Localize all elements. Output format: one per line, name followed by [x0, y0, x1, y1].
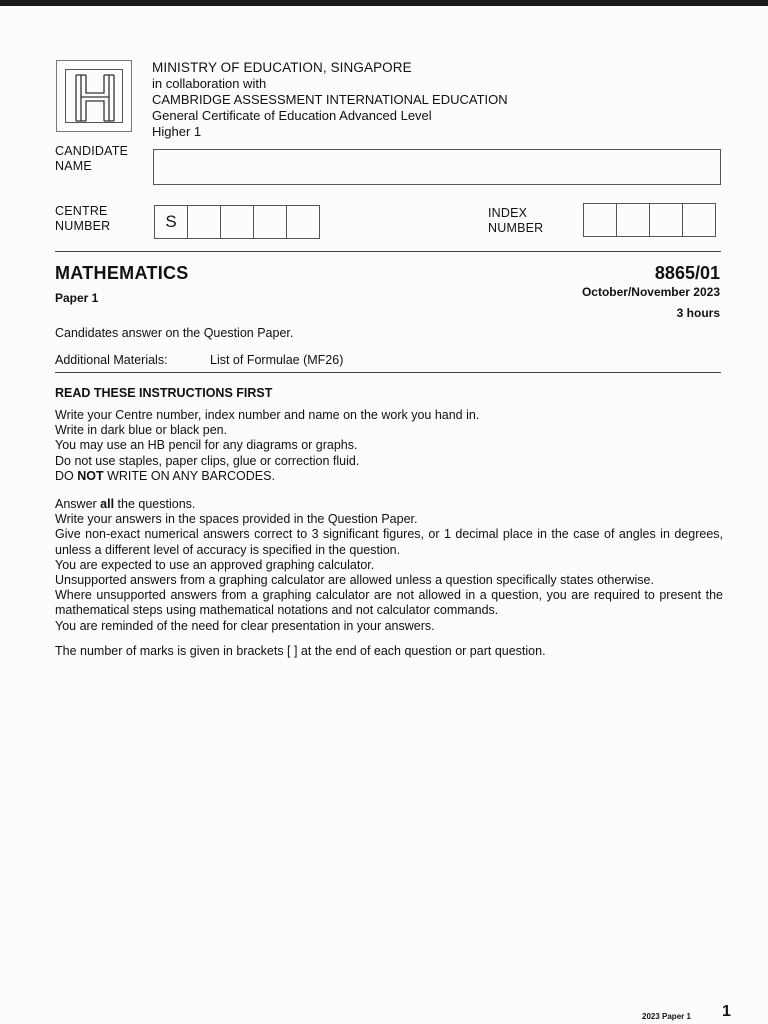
candidate-label-line1: CANDIDATE — [55, 144, 129, 158]
certificate-line: General Certificate of Education Advanced Level — [152, 108, 432, 123]
centre-digit-box[interactable] — [253, 205, 287, 239]
instruction-line: You are expected to use an approved graphing calculator. — [55, 557, 375, 572]
divider — [55, 251, 721, 252]
exam-board-header — [152, 60, 508, 140]
index-digit-box[interactable] — [649, 203, 683, 237]
index-label-line1: INDEX — [488, 206, 528, 220]
centre-digit-box[interactable] — [220, 205, 254, 239]
instructions-group-2 — [55, 497, 723, 634]
exam-cover-page — [0, 6, 768, 1024]
cambridge-line: CAMBRIDGE ASSESSMENT INTERNATIONAL EDUCATION — [152, 92, 508, 107]
instruction-line: Give non-exact numerical answers correct to 3 significant figures, or 1 decimal place in the case of angles in degrees, unless a different level of accuracy is specified in the question. — [55, 527, 723, 557]
candidate-name-field[interactable] — [153, 149, 721, 185]
barcode-rest: WRITE ON ANY BARCODES. — [103, 468, 275, 483]
instruction-line: Unsupported answers from a graphing calculator are allowed unless a question specifically states otherwise. — [55, 573, 654, 588]
answer-all-line — [55, 497, 723, 512]
divider — [55, 372, 721, 373]
candidate-label-line2: NAME — [55, 159, 92, 173]
footer-label: 2023 Paper 1 — [642, 1012, 691, 1021]
instructions-heading: READ THESE INSTRUCTIONS FIRST — [55, 386, 273, 400]
page-number: 1 — [722, 1003, 731, 1020]
barcode-do: DO — [55, 468, 78, 483]
subject-title: MATHEMATICS — [55, 263, 189, 283]
candidate-name-label — [55, 144, 128, 174]
barcode-warning — [55, 469, 723, 484]
marks-note: The number of marks is given in brackets [ ] at the end of each question or part question. — [55, 644, 546, 658]
exam-session: October/November 2023 — [581, 285, 720, 299]
barcode-not: NOT — [77, 468, 104, 483]
instruction-line: Write your answers in the spaces provided in the Question Paper. — [55, 512, 418, 527]
answer-location-note: Candidates answer on the Question Paper. — [55, 326, 294, 340]
board-logo — [56, 60, 132, 132]
materials-value: List of Formulae (MF26) — [210, 353, 344, 367]
centre-label-line2: NUMBER — [55, 219, 111, 233]
instruction-line: Do not use staples, paper clips, glue or correction fluid. — [55, 453, 360, 468]
centre-digit-box[interactable]: S — [154, 205, 188, 239]
instruction-line: Write in dark blue or black pen. — [55, 423, 228, 438]
index-number-label — [488, 206, 543, 236]
collab-line: in collaboration with — [152, 76, 267, 91]
paper-number: Paper 1 — [55, 291, 99, 305]
centre-number-label — [55, 204, 110, 234]
instruction-line: You may use an HB pencil for any diagrams or graphs. — [55, 438, 358, 453]
exam-duration: 3 hours — [676, 306, 720, 320]
index-number-boxes — [583, 203, 716, 237]
answer-pre: Answer — [55, 497, 101, 511]
index-digit-box[interactable] — [583, 203, 617, 237]
centre-number-boxes — [154, 205, 320, 239]
index-label-line2: NUMBER — [488, 221, 544, 235]
instruction-line: You are reminded of the need for clear presentation in your answers. — [55, 618, 435, 633]
materials-label: Additional Materials: — [55, 353, 168, 367]
level-line: Higher 1 — [152, 124, 202, 139]
ministry-line: MINISTRY OF EDUCATION, SINGAPORE — [152, 60, 412, 75]
additional-materials — [55, 353, 343, 367]
answer-all: all — [100, 497, 115, 511]
centre-digit-box[interactable] — [187, 205, 221, 239]
instruction-line: Write your Centre number, index number and name on the work you hand in. — [55, 408, 480, 422]
syllabus-code: 8865/01 — [654, 263, 720, 283]
index-digit-box[interactable] — [682, 203, 716, 237]
h-letter-icon — [57, 61, 133, 133]
instructions-group-1 — [55, 408, 723, 484]
answer-post: the questions. — [114, 497, 196, 511]
centre-label-line1: CENTRE — [55, 204, 108, 218]
centre-digit-box[interactable] — [286, 205, 320, 239]
instruction-line: Where unsupported answers from a graphing calculator are not allowed in a question, you are required to present the mathematical steps using mathematical notations and not calculator commands. — [55, 588, 723, 618]
index-digit-box[interactable] — [616, 203, 650, 237]
